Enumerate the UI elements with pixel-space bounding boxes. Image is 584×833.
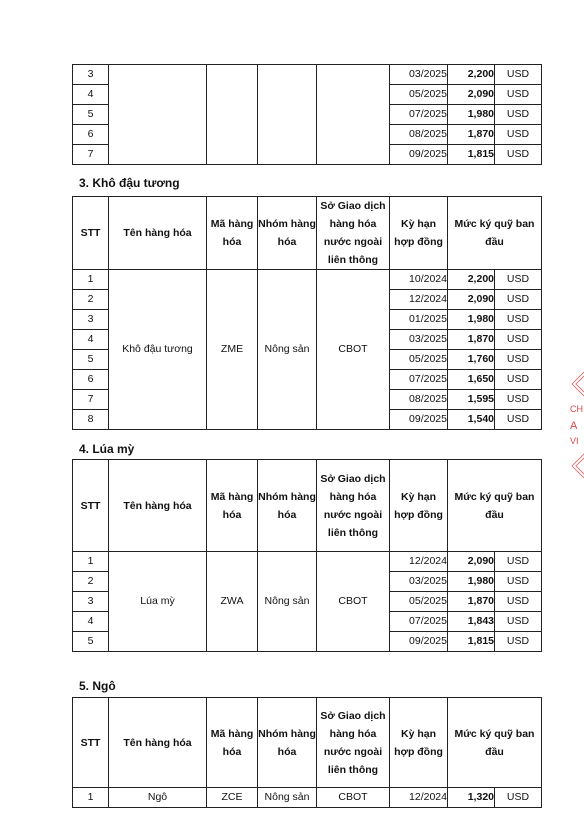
margin-amount-cell: 1,815 xyxy=(448,145,495,165)
group-cell xyxy=(258,65,317,165)
margin-amount-cell: 1,595 xyxy=(448,390,495,410)
currency-cell: USD xyxy=(495,410,542,430)
stt-cell: 2 xyxy=(73,290,109,310)
stt-cell: 7 xyxy=(73,390,109,410)
header-margin: Mức ký quỹ ban đầu xyxy=(448,460,542,552)
term-cell: 09/2025 xyxy=(390,410,448,430)
currency-cell: USD xyxy=(495,390,542,410)
header-name: Tên hàng hóa xyxy=(109,197,207,270)
stamp-letter: A xyxy=(570,420,578,432)
term-cell: 12/2024 xyxy=(390,290,448,310)
section-title: 4. Lúa mỳ xyxy=(79,442,135,456)
margin-amount-cell: 1,980 xyxy=(448,310,495,330)
term-cell: 05/2025 xyxy=(390,350,448,370)
stt-cell: 4 xyxy=(73,85,109,105)
margin-amount-cell: 1,870 xyxy=(448,125,495,145)
stt-cell: 2 xyxy=(73,572,109,592)
table-row xyxy=(73,65,542,85)
margin-amount-cell: 1,980 xyxy=(448,572,495,592)
currency-cell: USD xyxy=(495,290,542,310)
header-row xyxy=(73,460,542,552)
margin-amount-cell: 1,650 xyxy=(448,370,495,390)
term-cell: 03/2025 xyxy=(390,330,448,350)
stamp-letter: CH xyxy=(570,404,583,414)
group-cell: Nông sản xyxy=(258,552,317,652)
term-cell: 09/2025 xyxy=(390,632,448,652)
currency-cell: USD xyxy=(495,552,542,572)
currency-cell: USD xyxy=(495,592,542,612)
stt-cell: 3 xyxy=(73,310,109,330)
currency-cell: USD xyxy=(495,632,542,652)
margin-amount-cell: 1,843 xyxy=(448,612,495,632)
stt-cell: 4 xyxy=(73,330,109,350)
header-exchange: Sở Giao dịch hàng hóa nước ngoài liên thông xyxy=(317,197,390,270)
margin-amount-cell: 2,200 xyxy=(448,270,495,290)
margin-amount-cell: 1,870 xyxy=(448,592,495,612)
header-name: Tên hàng hóa xyxy=(109,460,207,552)
term-cell: 01/2025 xyxy=(390,310,448,330)
term-cell: 08/2025 xyxy=(390,390,448,410)
stt-cell: 8 xyxy=(73,410,109,430)
header-stt: STT xyxy=(73,698,109,788)
top-continuation-table xyxy=(72,64,542,165)
stt-cell: 5 xyxy=(73,350,109,370)
currency-cell: USD xyxy=(495,612,542,632)
margin-amount-cell: 1,815 xyxy=(448,632,495,652)
stt-cell: 3 xyxy=(73,592,109,612)
term-cell: 12/2024 xyxy=(390,788,448,808)
currency-cell: USD xyxy=(495,330,542,350)
table-row xyxy=(73,788,542,808)
header-code: Mã hàng hóa xyxy=(207,197,258,270)
header-term: Kỳ hạn hợp đồng xyxy=(390,197,448,270)
header-term: Kỳ hạn hợp đồng xyxy=(390,460,448,552)
term-cell: 03/2025 xyxy=(390,65,448,85)
header-group: Nhóm hàng hóa xyxy=(258,197,317,270)
term-cell: 07/2025 xyxy=(390,370,448,390)
name-cell: Ngô xyxy=(109,788,207,808)
term-cell: 05/2025 xyxy=(390,85,448,105)
stt-cell: 5 xyxy=(73,105,109,125)
currency-cell: USD xyxy=(495,125,542,145)
margin-amount-cell: 1,320 xyxy=(448,788,495,808)
stt-cell: 6 xyxy=(73,370,109,390)
margin-amount-cell: 2,090 xyxy=(448,290,495,310)
stt-cell: 1 xyxy=(73,552,109,572)
header-group: Nhóm hàng hóa xyxy=(258,698,317,788)
header-margin: Mức ký quỹ ban đầu xyxy=(448,197,542,270)
stt-cell: 3 xyxy=(73,65,109,85)
currency-cell: USD xyxy=(495,105,542,125)
term-cell: 09/2025 xyxy=(390,145,448,165)
code-cell: ZWA xyxy=(207,552,258,652)
exchange-cell xyxy=(317,65,390,165)
header-code: Mã hàng hóa xyxy=(207,698,258,788)
header-code: Mã hàng hóa xyxy=(207,460,258,552)
stt-cell: 7 xyxy=(73,145,109,165)
header-stt: STT xyxy=(73,460,109,552)
currency-cell: USD xyxy=(495,572,542,592)
table-row xyxy=(73,270,542,290)
term-cell: 12/2024 xyxy=(390,552,448,572)
currency-cell: USD xyxy=(495,85,542,105)
section-title: 5. Ngô xyxy=(79,679,116,693)
exchange-cell: CBOT xyxy=(317,552,390,652)
stt-cell: 1 xyxy=(73,788,109,808)
name-cell: Khô đậu tương xyxy=(109,270,207,430)
margin-amount-cell: 2,090 xyxy=(448,85,495,105)
group-cell: Nông sản xyxy=(258,788,317,808)
margin-amount-cell: 1,540 xyxy=(448,410,495,430)
currency-cell: USD xyxy=(495,310,542,330)
term-cell: 03/2025 xyxy=(390,572,448,592)
currency-cell: USD xyxy=(495,270,542,290)
margin-amount-cell: 1,870 xyxy=(448,330,495,350)
stt-cell: 1 xyxy=(73,270,109,290)
margin-amount-cell: 2,200 xyxy=(448,65,495,85)
currency-cell: USD xyxy=(495,65,542,85)
currency-cell: USD xyxy=(495,370,542,390)
stt-cell: 6 xyxy=(73,125,109,145)
exchange-cell: CBOT xyxy=(317,270,390,430)
section-title: 3. Khô đậu tương xyxy=(79,176,180,190)
stt-cell: 5 xyxy=(73,632,109,652)
header-margin: Mức ký quỹ ban đầu xyxy=(448,698,542,788)
currency-cell: USD xyxy=(495,145,542,165)
term-cell: 10/2024 xyxy=(390,270,448,290)
soybean-meal-table xyxy=(72,196,542,430)
margin-amount-cell: 1,760 xyxy=(448,350,495,370)
partial-stamp xyxy=(564,370,584,480)
group-cell: Nông sản xyxy=(258,270,317,430)
stt-cell: 4 xyxy=(73,612,109,632)
table-row xyxy=(73,552,542,572)
code-cell: ZCE xyxy=(207,788,258,808)
term-cell: 08/2025 xyxy=(390,125,448,145)
currency-cell: USD xyxy=(495,350,542,370)
header-group: Nhóm hàng hóa xyxy=(258,460,317,552)
exchange-cell: CBOT xyxy=(317,788,390,808)
corn-table xyxy=(72,697,542,808)
term-cell: 05/2025 xyxy=(390,592,448,612)
header-name: Tên hàng hóa xyxy=(109,698,207,788)
header-exchange: Sở Giao dịch hàng hóa nước ngoài liên thông xyxy=(317,698,390,788)
name-cell: Lúa mỳ xyxy=(109,552,207,652)
header-stt: STT xyxy=(73,197,109,270)
header-exchange: Sở Giao dịch hàng hóa nước ngoài liên thông xyxy=(317,460,390,552)
header-row xyxy=(73,197,542,270)
header-row xyxy=(73,698,542,788)
term-cell: 07/2025 xyxy=(390,612,448,632)
stamp-letter: VI xyxy=(570,436,579,446)
wheat-table xyxy=(72,459,542,652)
header-term: Kỳ hạn hợp đồng xyxy=(390,698,448,788)
code-cell xyxy=(207,65,258,165)
code-cell: ZME xyxy=(207,270,258,430)
currency-cell: USD xyxy=(495,788,542,808)
margin-amount-cell: 1,980 xyxy=(448,105,495,125)
margin-amount-cell: 2,090 xyxy=(448,552,495,572)
term-cell: 07/2025 xyxy=(390,105,448,125)
name-cell xyxy=(109,65,207,165)
